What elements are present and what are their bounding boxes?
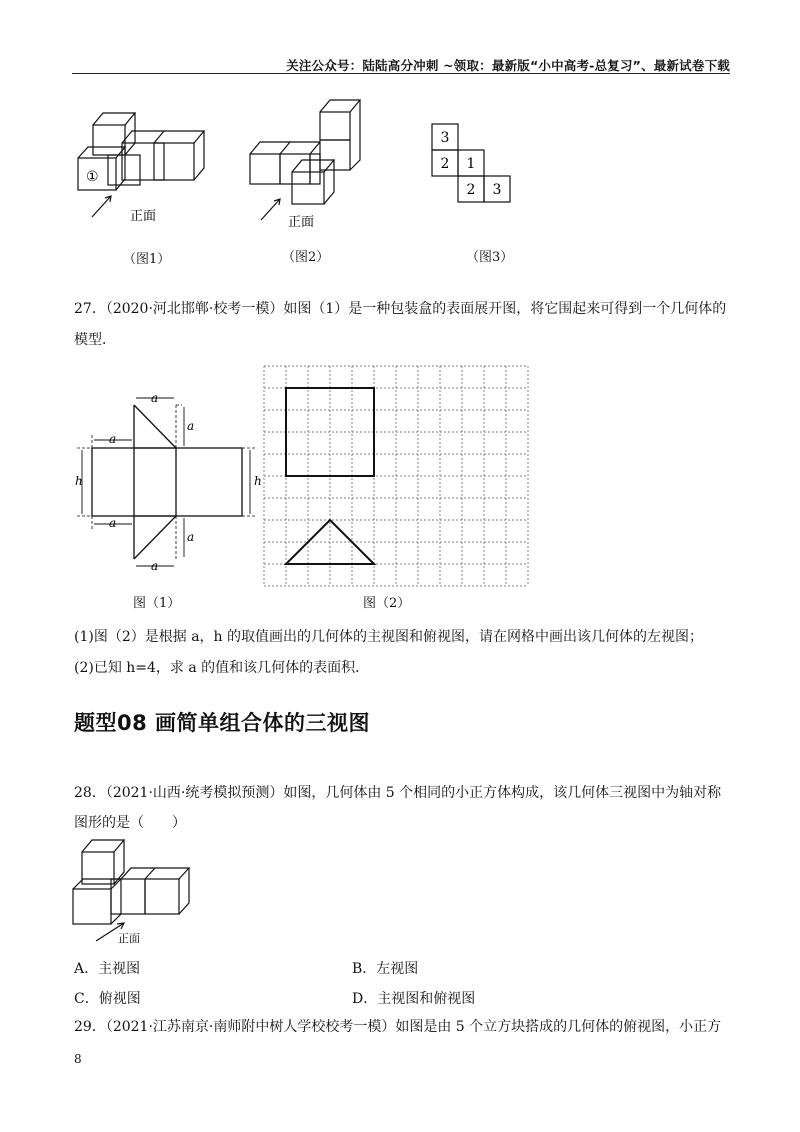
fig1-caption: （图1） xyxy=(123,252,171,267)
fig3-caption: （图3） xyxy=(466,250,514,265)
page-header: 关注公众号：陆陆高分冲刺 ~领取：最新版“小中高考-总复习”、最新试卷下载 xyxy=(286,58,730,73)
top-figure-1 xyxy=(70,95,210,230)
fig3-cell-5: 3 xyxy=(492,182,502,198)
net-label-h-right: h xyxy=(254,474,262,488)
q28-option-c[interactable]: C．俯视图 xyxy=(74,991,141,1007)
net-label-a-right-bottom: a xyxy=(187,530,195,544)
q27-grid-figure xyxy=(262,364,534,588)
cube-circle-label: ① xyxy=(86,169,99,185)
q28-stem-line2: 图形的是（ ） xyxy=(74,815,186,831)
net-label-a-right-top: a xyxy=(187,419,195,433)
header-rule xyxy=(72,73,730,74)
net-label-a-bottom: a xyxy=(151,559,159,573)
top-figure-2 xyxy=(245,92,375,237)
net-label-a-left-bottom: a xyxy=(109,516,117,530)
net-label-h-left: h xyxy=(75,474,83,488)
fig2-caption: （图2） xyxy=(282,250,330,265)
fig2-front-label: 正面 xyxy=(288,215,315,230)
fig1-front-label: 正面 xyxy=(130,209,157,224)
section-heading: 题型08 画简单组合体的三视图 xyxy=(74,711,371,735)
q28-figure xyxy=(70,834,200,949)
fig3-cell-1: 3 xyxy=(440,130,450,146)
q27-part2: (2)已知 h=4，求 a 的值和该几何体的表面积． xyxy=(74,660,370,676)
q27-stem-line1: 27．（2020·河北邯郸·校考一模）如图（1）是一种包装盒的表面展开图，将它围起来可得到一个几何体的 xyxy=(74,301,727,317)
top-figure-3 xyxy=(428,120,518,210)
q28-option-b[interactable]: B．左视图 xyxy=(352,961,419,977)
q29-stem: 29．（2021·江苏南京·南师附中树人学校校考一模）如图是由 5 个立方块搭成的几何体的俯视图，小正方 xyxy=(74,1019,722,1035)
q28-front-label: 正面 xyxy=(118,932,140,945)
q28-option-a[interactable]: A．主视图 xyxy=(74,961,141,977)
net-label-a-top: a xyxy=(151,391,159,405)
q28-stem-line1: 28．（2021·山西·统考模拟预测）如图，几何体由 5 个相同的小正方体构成，该几何体三视图中为轴对称 xyxy=(74,785,722,801)
net-label-a-left-top: a xyxy=(109,432,117,446)
q27-fig2-caption: 图（2） xyxy=(363,596,411,611)
q27-stem-line2: 模型． xyxy=(74,332,116,348)
q27-fig1-caption: 图（1） xyxy=(133,596,181,611)
fig3-cell-4: 2 xyxy=(466,182,476,198)
q27-net-figure xyxy=(72,385,267,580)
fig3-cell-3: 1 xyxy=(466,156,476,172)
q28-option-d[interactable]: D．主视图和俯视图 xyxy=(352,991,476,1007)
fig3-cell-2: 2 xyxy=(440,156,450,172)
q27-part1: (1)图（2）是根据 a，h 的取值画出的几何体的主视图和俯视图，请在网格中画出该几何体的左视图； xyxy=(74,629,703,645)
page-number: 8 xyxy=(74,1052,82,1066)
